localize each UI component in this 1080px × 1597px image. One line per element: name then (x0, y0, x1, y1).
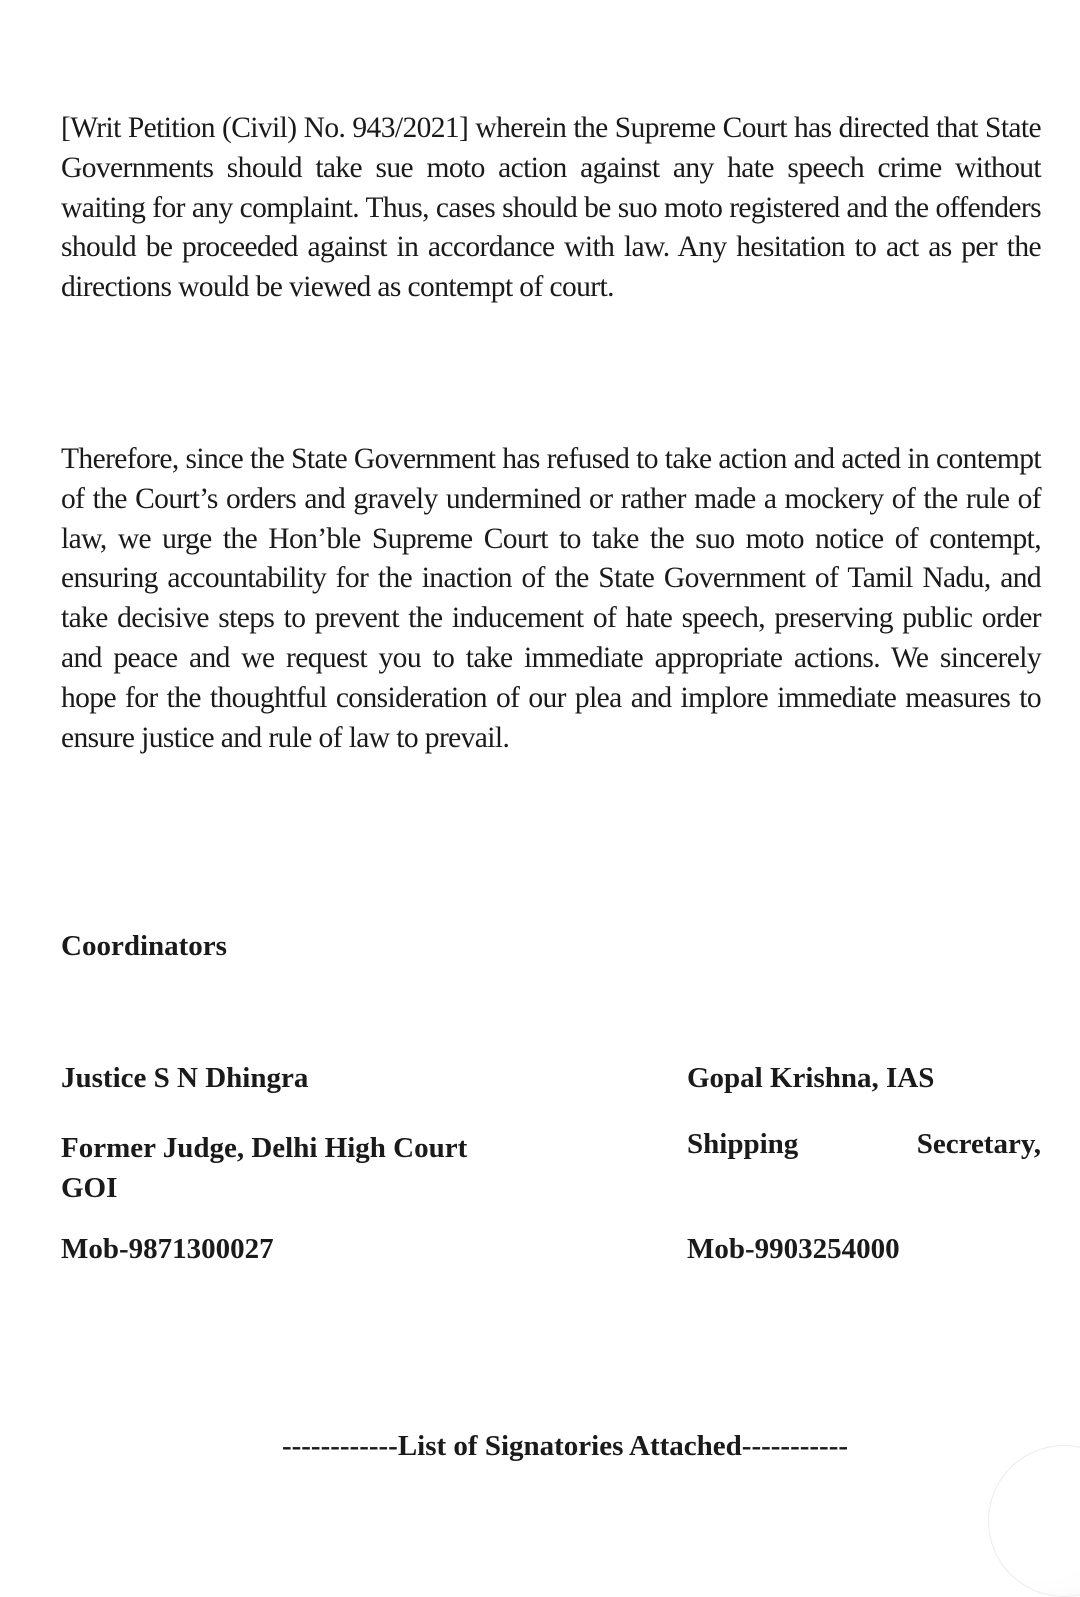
page-curl-decoration (988, 1445, 1080, 1597)
coordinator-2-title-part2: Secretary, (916, 1128, 1041, 1160)
coordinator-2-title (687, 1128, 1041, 1161)
coordinator-1-title-text: Former Judge, Delhi High Court (61, 1132, 468, 1164)
coordinator-2-title-continuation: GOI (61, 1172, 118, 1204)
coordinator-2-name: Gopal Krishna, IAS (687, 1062, 935, 1094)
coordinator-1-title (61, 1128, 621, 1208)
coordinator-2-title-part1: Shipping (687, 1128, 799, 1160)
signatories-note: ------------List of Signatories Attached----------- (281, 1430, 849, 1462)
paragraph-appeal: Therefore, since the State Government has refused to take action and acted in contempt of the Court’s orders and gravely undermined or rather made a mockery of the rule of law, we urge the Hon’ble Supreme Court to take the suo moto notice of contempt, ensuring accountability for the inaction of the State Government of Tamil Nadu, and take decisive steps to prevent the inducement of hate speech, preserving public order and peace and we request you to take immediate appropriate actions. We sincerely hope for the thoughtful consideration of our plea and implore immediate measures to ensure justice and rule of law to prevail. (61, 443, 1041, 754)
coordinators-heading: Coordinators (61, 930, 227, 962)
coordinator-1-mobile: Mob-9871300027 (61, 1233, 274, 1265)
coordinator-2-mobile: Mob-9903254000 (687, 1233, 900, 1265)
coordinator-1-name: Justice S N Dhingra (61, 1062, 309, 1094)
paragraph-writ-petition: [Writ Petition (Civil) No. 943/2021] wherein the Supreme Court has directed that State Governments should take sue moto action against any hate speech crime without waiting for any complaint. Thus, cases should be suo moto registered and the offenders should be proceeded against in accordance with law. Any hesitation to act as per the directions would be viewed as contempt of court. (61, 112, 1041, 304)
